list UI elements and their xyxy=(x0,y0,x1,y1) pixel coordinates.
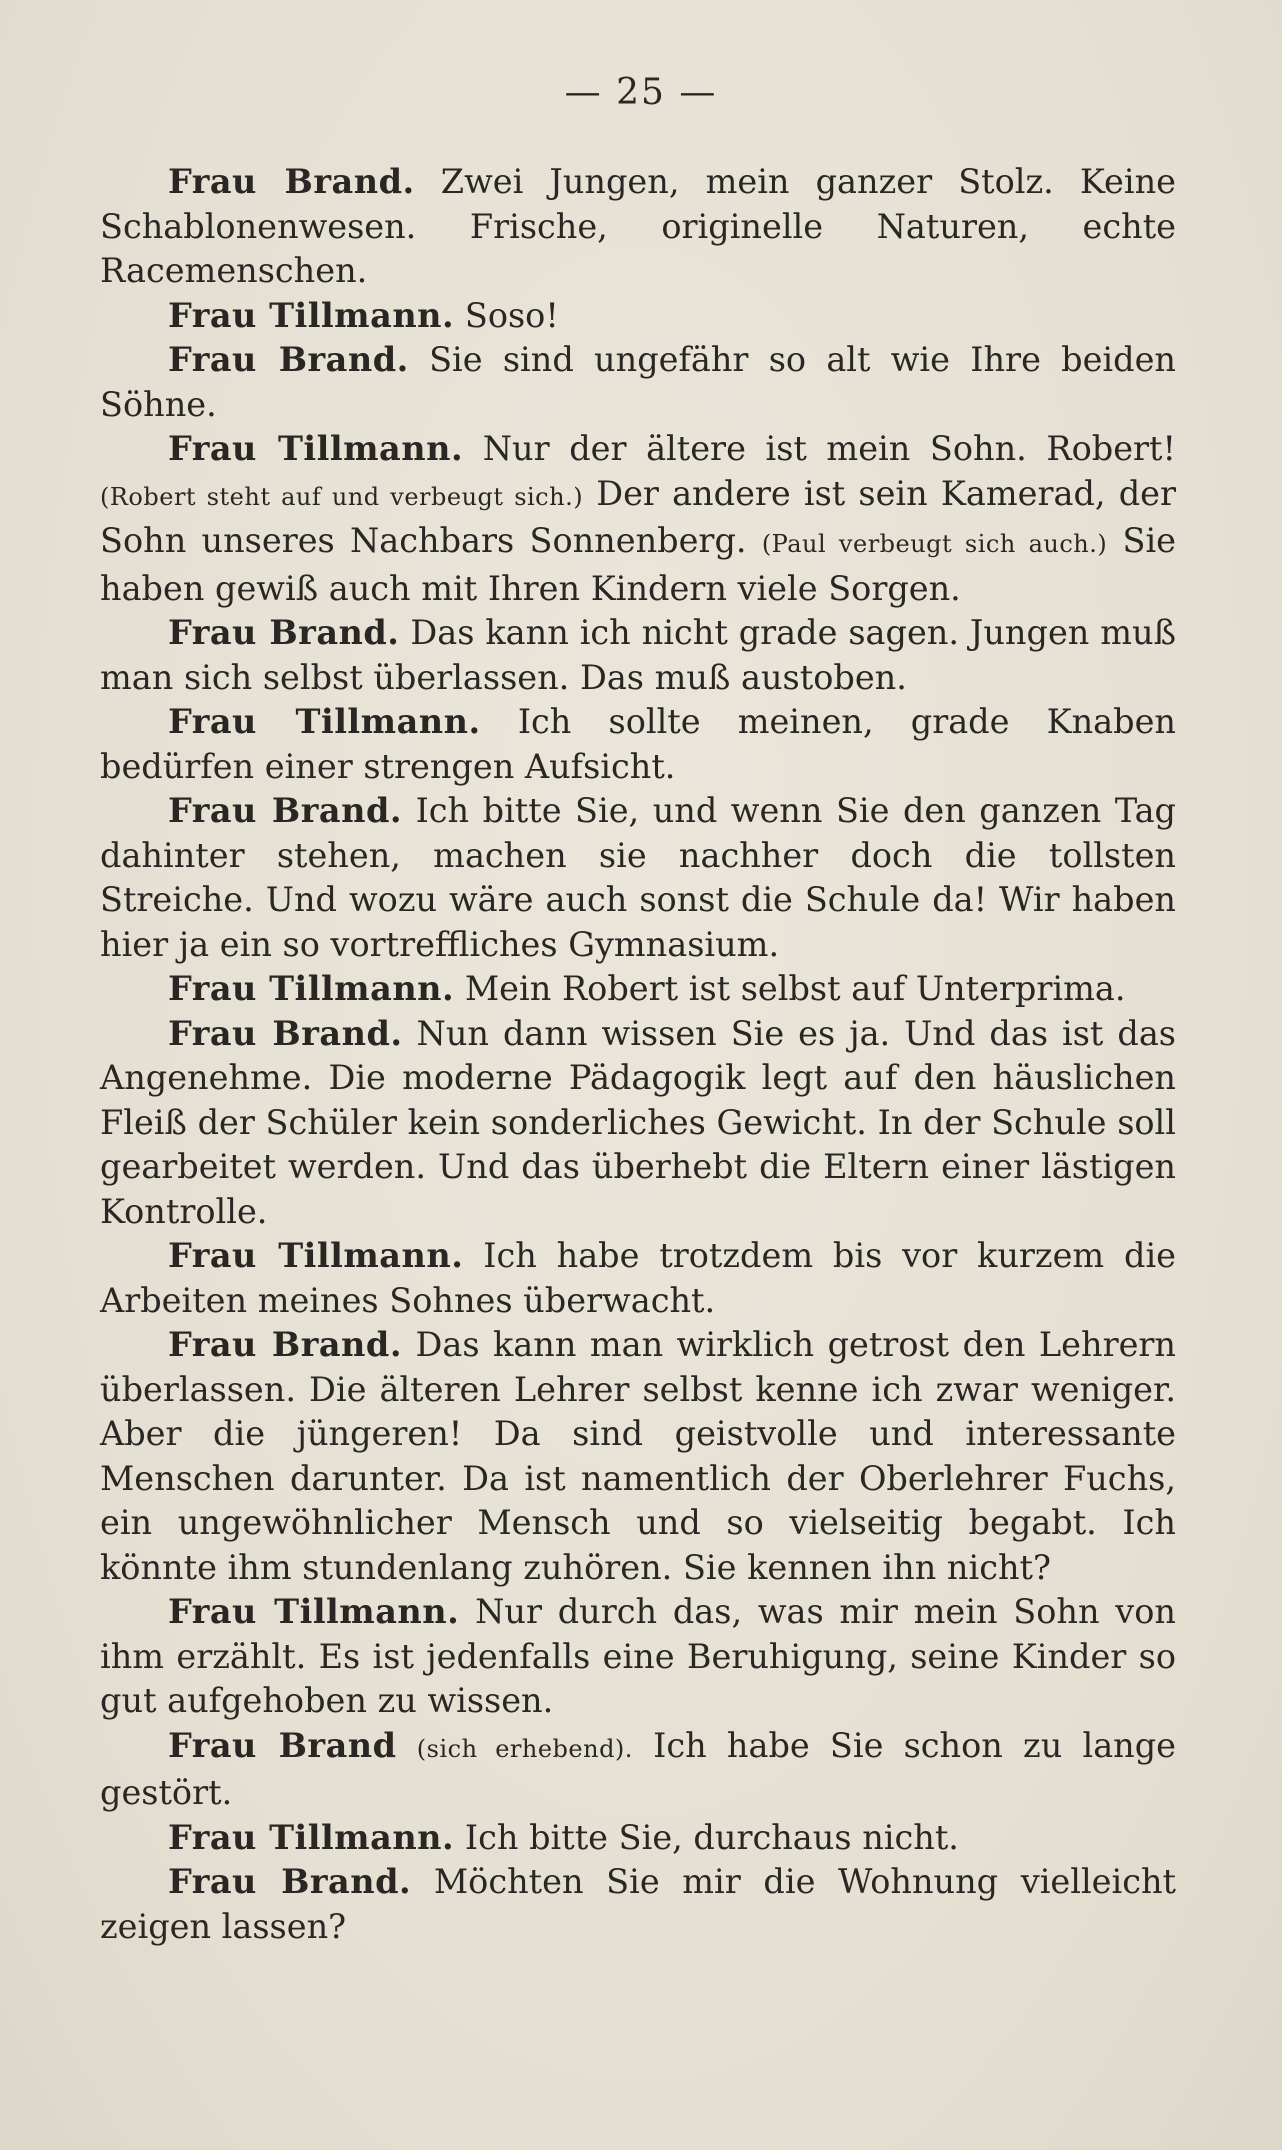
speech-text: Ich sollte meinen, grade Knaben bedürfen einer strengen Aufsicht. xyxy=(100,702,1176,786)
speech-text: Ich bitte Sie, und wenn Sie den ganzen Tag dahinter stehen, machen sie nachher doch die tollsten Streiche. Und wozu wäre auch sonst die Schule da! Wir haben hier ja ein so vortreffliches Gymnasium. xyxy=(100,791,1177,964)
dialogue-line-14 xyxy=(100,1816,1176,1861)
dialogue-line-13 xyxy=(100,1724,1176,1816)
speech-text: Ich habe Sie schon zu lange gestört. xyxy=(100,1725,1177,1812)
speaker-name: Frau Tillmann. xyxy=(168,969,455,1008)
speaker-name: Frau Tillmann. xyxy=(168,1236,464,1275)
speaker-name: Frau Brand. xyxy=(168,1325,403,1364)
speech-text: Zwei Jungen, mein ganzer Stolz. Keine Schablonenwesen. Frische, originelle Naturen, echte Racemenschen. xyxy=(100,162,1176,290)
dialogue-line-1 xyxy=(100,160,1176,294)
dialogue-line-6 xyxy=(100,700,1176,789)
stage-direction: (Robert steht auf und verbeugt sich.) xyxy=(100,482,584,511)
stage-direction: (Paul verbeugt sich auch.) xyxy=(761,530,1108,558)
speaker-name: Frau Tillmann. xyxy=(168,429,464,468)
speech-text: Ich bitte Sie, durchaus nicht. xyxy=(464,1817,959,1857)
speech-text: Mein Robert ist selbst auf Unterprima. xyxy=(464,969,1126,1008)
dialogue-line-2 xyxy=(100,294,1176,339)
speaker-name: Frau Brand. xyxy=(168,1862,412,1901)
dialogue-line-12 xyxy=(100,1590,1176,1724)
speech-text: Der andere ist sein Kamerad, der Sohn unseres Nachbars Sonnenberg. xyxy=(100,473,1176,560)
speech-text: Das kann ich nicht grade sagen. Jungen muß man sich selbst überlassen. Das muß austoben. xyxy=(100,613,1176,697)
dialogue-line-3 xyxy=(100,338,1176,427)
speech-text: Möchten Sie mir die Wohnung vielleicht zeigen lassen? xyxy=(100,1862,1177,1946)
speaker-name: Frau Brand. xyxy=(168,162,415,201)
dialogue-line-5 xyxy=(100,611,1176,700)
dialogue-line-4 xyxy=(100,427,1176,611)
dialogue-line-10 xyxy=(100,1234,1176,1323)
speaker-name: Frau Tillmann. xyxy=(168,295,455,335)
speech-text: Sie sind ungefähr so alt wie Ihre beiden Söhne. xyxy=(100,340,1176,424)
dialogue-line-15 xyxy=(100,1860,1176,1949)
speaker-name: Frau Tillmann. xyxy=(168,1817,455,1857)
dialogue-line-8 xyxy=(100,967,1176,1012)
speaker-name: Frau Brand. xyxy=(168,340,409,379)
speech-text: Das kann man wirklich getrost den Lehrern überlassen. Die älteren Lehrer selbst kenne ich zwar weniger. Aber die jüngeren! Da sind geistvolle und interessante Menschen darunter. Da ist namentlich der Oberlehrer Fuchs, ein ungewöhnlicher Mensch und so vielseitig begabt. Ich könnte ihm stundenlang zuhören. Sie kennen ihn nicht? xyxy=(100,1325,1177,1587)
speech-text: Soso! xyxy=(464,295,559,335)
speaker-name: Frau Tillmann. xyxy=(168,702,481,741)
dialogue-text xyxy=(100,160,1176,1949)
speaker-name: Frau Brand xyxy=(168,1725,397,1765)
speaker-name: Frau Tillmann. xyxy=(168,1592,460,1631)
speaker-name: Frau Brand. xyxy=(168,791,403,830)
stage-direction: (sich erhebend). xyxy=(416,1734,633,1763)
speech-text: Nun dann wissen Sie es ja. Und das ist das Angenehme. Die moderne Pädagogik legt auf den häuslichen Fleiß der Schüler kein sonderliches Gewicht. In der Schule soll gearbeitet werden. Und das überhebt die Eltern einer lästigen Kontrolle. xyxy=(100,1013,1176,1231)
dialogue-line-7 xyxy=(100,789,1176,967)
speech-text: Sie haben gewiß auch mit Ihren Kindern viele Sorgen. xyxy=(100,521,1176,608)
speaker-name: Frau Brand. xyxy=(168,1013,403,1053)
speaker-name: Frau Brand. xyxy=(168,613,400,652)
dialogue-line-11 xyxy=(100,1323,1176,1590)
speech-text: Nur durch das, was mir mein Sohn von ihm erzählt. Es ist jedenfalls eine Beruhigung, seine Kinder so gut aufgehoben zu wissen. xyxy=(100,1592,1176,1720)
speech-text: Nur der ältere ist mein Sohn. Robert! xyxy=(482,429,1176,468)
page-number: — 25 — xyxy=(564,72,718,113)
speech-text: Ich habe trotzdem bis vor kurzem die Arbeiten meines Sohnes überwacht. xyxy=(100,1236,1176,1320)
dialogue-line-9 xyxy=(100,1012,1176,1235)
